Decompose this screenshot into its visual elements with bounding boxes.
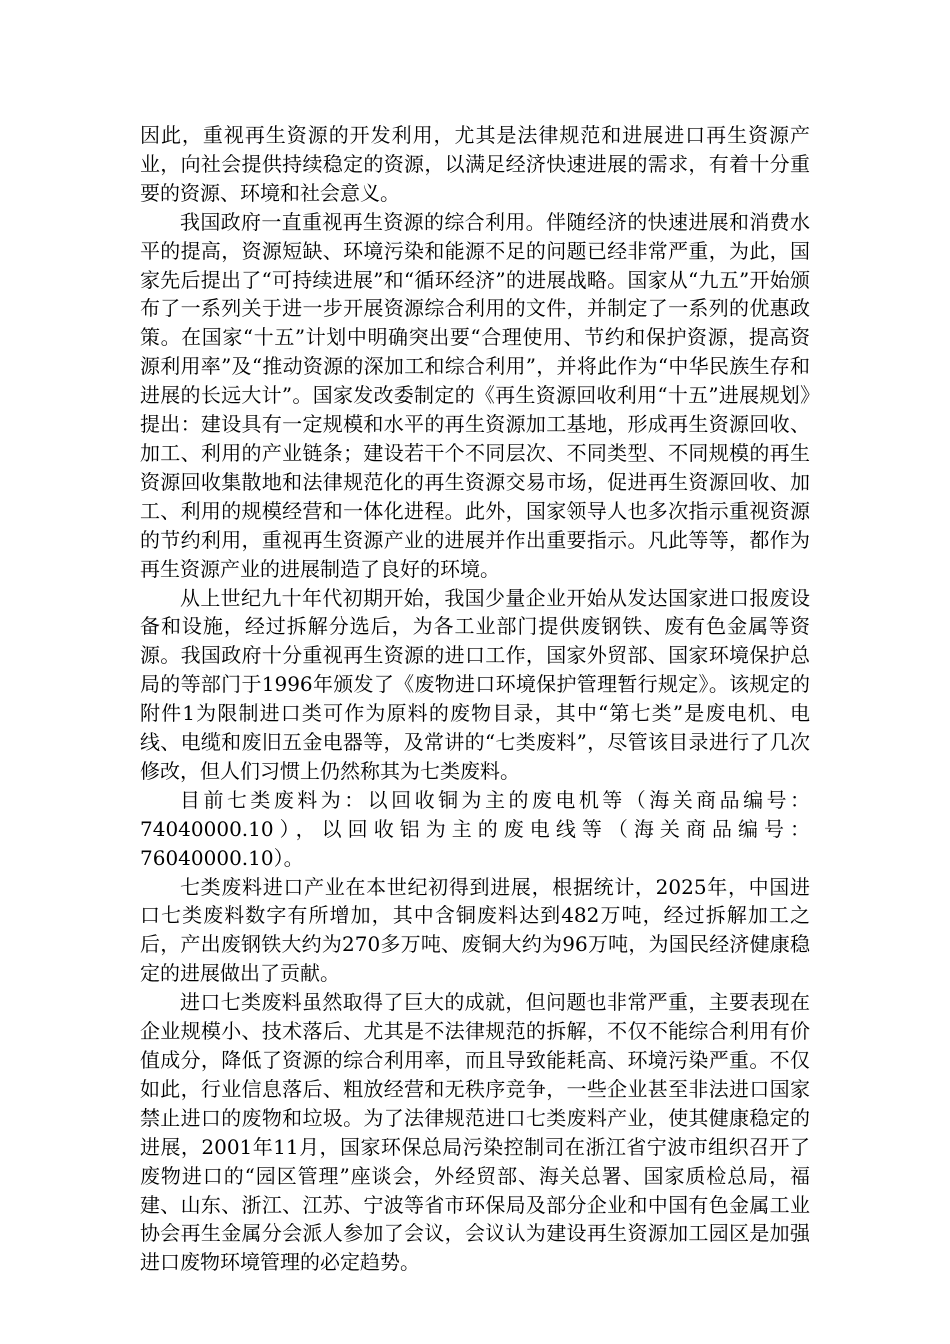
paragraph-government-policy: 我国政府一直重视再生资源的综合利用。伴随经济的快速进展和消费水平的提高，资源短缺、环境污染和能源不足的问题已经非常严重，为此，国家先后提出了“可持续进展”和“循环经济”的进展战略。国家从“九五”开始颁布了一系列关于进一步开展资源综合利用的文件，并制定了一系列的优惠政策。在国家“十五”计划中明确突出要“合理使用、节约和保护资源，提高资源利用率”及“推动资源的深加工和综合利用”，并将此作为“中华民族生存和进展的长远大计”。国家发改委制定的《再生资源回收利用“十五”进展规划》提出：建设具有一定规模和水平的再生资源加工基地，形成再生资源回收、加工、利用的产业链条；建设若干个不同层次、不同类型、不同规模的再生资源回收集散地和法律规范化的再生资源交易市场，促进再生资源回收、加工、利用的规模经营和一体化进程。此外，国家领导人也多次指示重视资源的节约利用，重视再生资源产业的进展并作出重要指示。凡此等等，都作为再生资源产业的进展制造了良好的环境。 (140, 209, 810, 581)
document-body (140, 121, 810, 1277)
paragraph-continuation: 因此，重视再生资源的开发利用，尤其是法律规范和进展进口再生资源产业，向社会提供持续稳定的资源，以满足经济快速进展的需求，有着十分重要的资源、环境和社会意义。 (140, 123, 810, 205)
paragraph-current-categories: 目前七类废料为：以回收铜为主的废电机等（海关商品编号：74040000.10），以回收铝为主的废电线等（海关商品编号：76040000.10）。 (140, 787, 810, 870)
paragraph-statistics: 七类废料进口产业在本世纪初得到进展，根据统计，2025年，中国进口七类废料数字有所增加，其中含铜废料达到482万吨，经过拆解加工之后，产出废钢铁大约为270多万吨、废铜大约为96万吨，为国民经济健康稳定的进展做出了贡献。 (140, 874, 810, 986)
paragraph-problems: 进口七类废料虽然取得了巨大的成就，但问题也非常严重，主要表现在企业规模小、技术落后、尤其是不法律规范的拆解，不仅不能综合利用有价值成分，降低了资源的综合利用率，而且导致能耗高、环境污染严重。不仅如此，行业信息落后、粗放经营和无秩序竞争，一些企业甚至非法进口国家禁止进口的废物和垃圾。为了法律规范进口七类废料产业，使其健康稳定的进展，2001年11月，国家环保总局污染控制司在浙江省宁波市组织召开了废物进口的“园区管理”座谈会，外经贸部、海关总署、国家质检总局，福建、山东、浙江、江苏、宁波等省市环保局及部分企业和中国有色金属工业协会再生金属分会派人参加了会议，会议认为建设再生资源加工园区是加强进口废物环境管理的必定趋势。 (140, 990, 810, 1275)
paragraph-import-history: 从上世纪九十年代初期开始，我国少量企业开始从发达国家进口报废设备和设施，经过拆解分选后，为各工业部门提供废钢铁、废有色金属等资源。我国政府十分重视再生资源的进口工作，国家外贸部、国家环境保护总局的等部门于1996年颁发了《废物进口环境保护管理暂行规定》。该规定的附件1为限制进口类可作为原料的废物目录，其中“第七类”是废电机、电线、电缆和废旧五金电器等，及常讲的“七类废料”，尽管该目录进行了几次修改，但人们习惯上仍然称其为七类废料。 (140, 585, 810, 783)
